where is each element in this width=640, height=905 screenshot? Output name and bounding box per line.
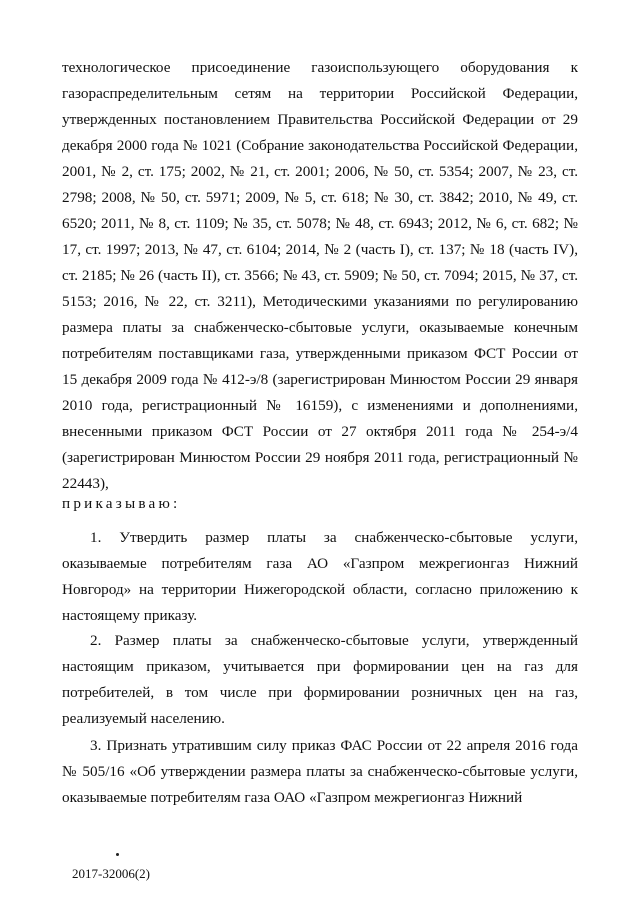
order-item-1: 1. Утвердить размер платы за снабженческо-сбытовые услуги, оказываемые потребителям газа АО «Газпром межрегионгаз Нижний Новгород» на территории Нижегородской области, согласно приложению к настоящему приказу.: [62, 529, 578, 624]
document-code: 2017-32006(2): [72, 866, 150, 881]
continuation-paragraph: технологическое присоединение газоиспользующего оборудования к газораспределительным сетям на территории Российской Федерации, утвержденных постановлением Правительства Российской Федерации от 29 декабря 2000 года № 1021 (Собрание законодательства Российской Федерации, 2001, № 2, ст. 175; 2002, № 21, ст. 2001; 2006, № 50, ст. 5354; 2007, № 23, ст. 2798; 2008, № 50, ст. 5971; 2009, № 5, ст. 618; № 30, ст. 3842; 2010, № 49, ст. 6520; 2011, № 8, ст. 1109; № 35, ст. 5078; № 48, ст. 6943; 2012, № 6, ст. 682; № 17, ст. 1997; 2013, № 47, ст. 6104; 2014, № 2 (часть I), ст. 137; № 18 (часть IV), ст. 2185; № 26 (часть II), ст. 3566; № 43, ст. 5909; № 50, ст. 7094; 2015, № 37, ст. 5153; 2016, № 22, ст. 3211), Методическими указаниями по регулированию размера платы за снабженческо-сбытовые услуги, оказываемые конечным потребителям поставщиками газа, утвержденными приказом ФСТ России от 15 декабря 2009 года № 412-э/8 (зарегистрирован Минюстом России 29 января 2010 года, регистрационный № 16159), с изменениями и дополнениями, внесенными приказом ФСТ России от 27 октября 2011 года № 254-э/4 (зарегистрирован Минюстом России 29 ноября 2011 года, регистрационный № 22443),: [62, 59, 578, 492]
order-item-2: 2. Размер платы за снабженческо-сбытовые услуги, утвержденный настоящим приказом, учитывается при формировании цен на газ для потребителей, в том числе при формировании розничных цен на газ, реализуемый населению.: [62, 632, 578, 727]
order-word: приказываю:: [62, 495, 181, 512]
scan-speck: [116, 853, 119, 856]
order-item-3: 3. Признать утратившим силу приказ ФАС России от 22 апреля 2016 года № 505/16 «Об утверждении размера платы за снабженческо-сбытовые услуги, оказываемые потребителям газа ОАО «Газпром межрегионгаз Нижний: [62, 737, 578, 806]
